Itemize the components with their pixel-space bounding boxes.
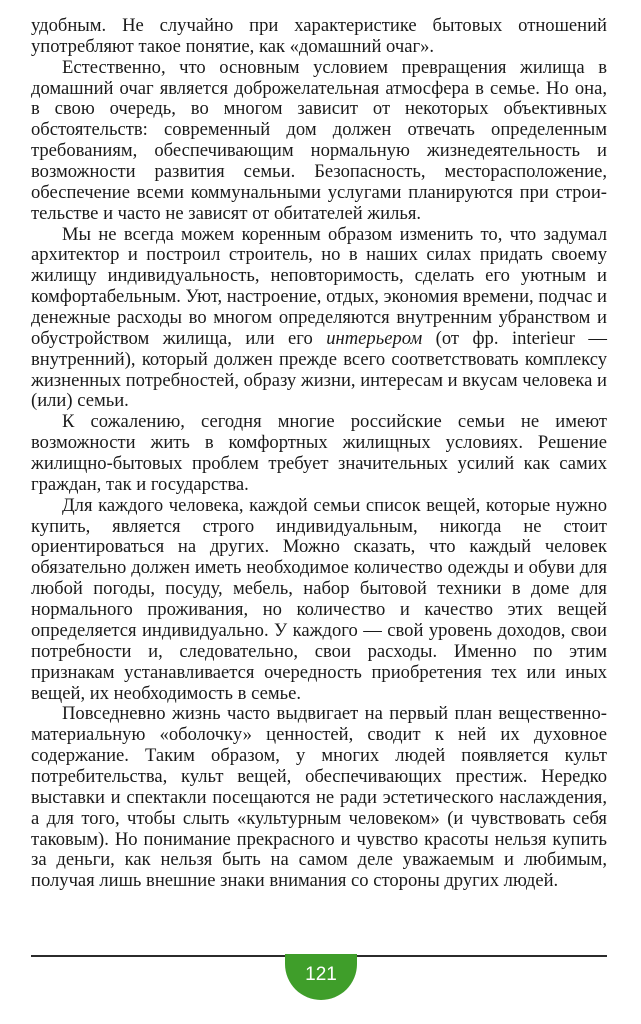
paragraph-2: Естественно, что основным условием превращения жилища в домашний очаг является доброжелательная атмосфера в семье. Но она, в свою очередь, во многом зависит от некоторых объективных обстоятельств: современный дом должен отвечать определенным требованиям, обеспечивающим нормальную жизнедеятельность и возможности развития семьи. Безопасность, месторасположение, обеспечение всеми коммунальными услугами планируются при строительстве и часто не зависят от обитателей жилья.	[31, 56, 607, 224]
paragraph-3-part-2: (от фр. interieur — внутренний), который должен прежде всего соответствовать комплексу жизненных потребностей, образу жизни, интересам и вкусам человека и (или) семьи.	[31, 327, 607, 412]
page-number-badge: 121	[285, 954, 357, 1000]
paragraph-4: К сожалению, сегодня многие российские семьи не имеют возможности жить в комфортных жилищных условиях. Решение жилищно-бытовых проблем требует значительных усилий как самих граждан, так и государства.	[31, 411, 607, 495]
paragraph-3-part-1: Мы не всегда можем коренным образом изменить то, что задумал архитектор и построил строитель, но в наших силах придать своему жилищу индивидуальность, неповторимость, сделать его уютным и комфортабельным. Уют, настроение, отдых, экономия времени, подчас и денежные расходы во многом определяются внутренним убранством и обустройством жилища, или его	[31, 223, 607, 349]
paragraph-3	[31, 225, 607, 413]
paragraph-1: удобным. Не случайно при характеристике бытовых отношений употребляют такое понятие, как «домашний очаг».	[31, 15, 607, 57]
paragraph-5: Для каждого человека, каждой семьи список вещей, которые нужно купить, является строго индивидуальным, никогда не стоит ориентироваться на других. Можно сказать, что каждый человек обязательно должен иметь необходимое количество одежды и обуви для любой погоды, посуду, мебель, набор бытовой техники в доме для нормального проживания, но количество и качество этих вещей определяется индивидуально. У каждого — свой уровень доходов, свои потребности и, следовательно, свои расходы. Именно по этим признакам устанавливается очередность приобретения тех или иных вещей, их необходимость в семье.	[31, 494, 607, 704]
term-interior: интерьером	[326, 327, 423, 349]
paragraph-6: Повседневно жизнь часто выдвигает на первый план вещественно-материальную «оболочку» ценностей, сводит к ней их духовное содержание. Таким образом, у многих людей появляется культ потребительства, культ вещей, обеспечивающих престиж. Нередко выставки и спектакли посещаются не ради эстетического наслаждения, а для того, чтобы слыть «культурным человеком» (и чувствовать себя таковым). Но понимание прекрасного и чувство красоты нельзя купить за деньги, как нельзя быть на самом деле уважаемым и любимым, получая лишь внешние знаки внимания со стороны других людей.	[31, 703, 607, 892]
body-text	[31, 16, 607, 892]
